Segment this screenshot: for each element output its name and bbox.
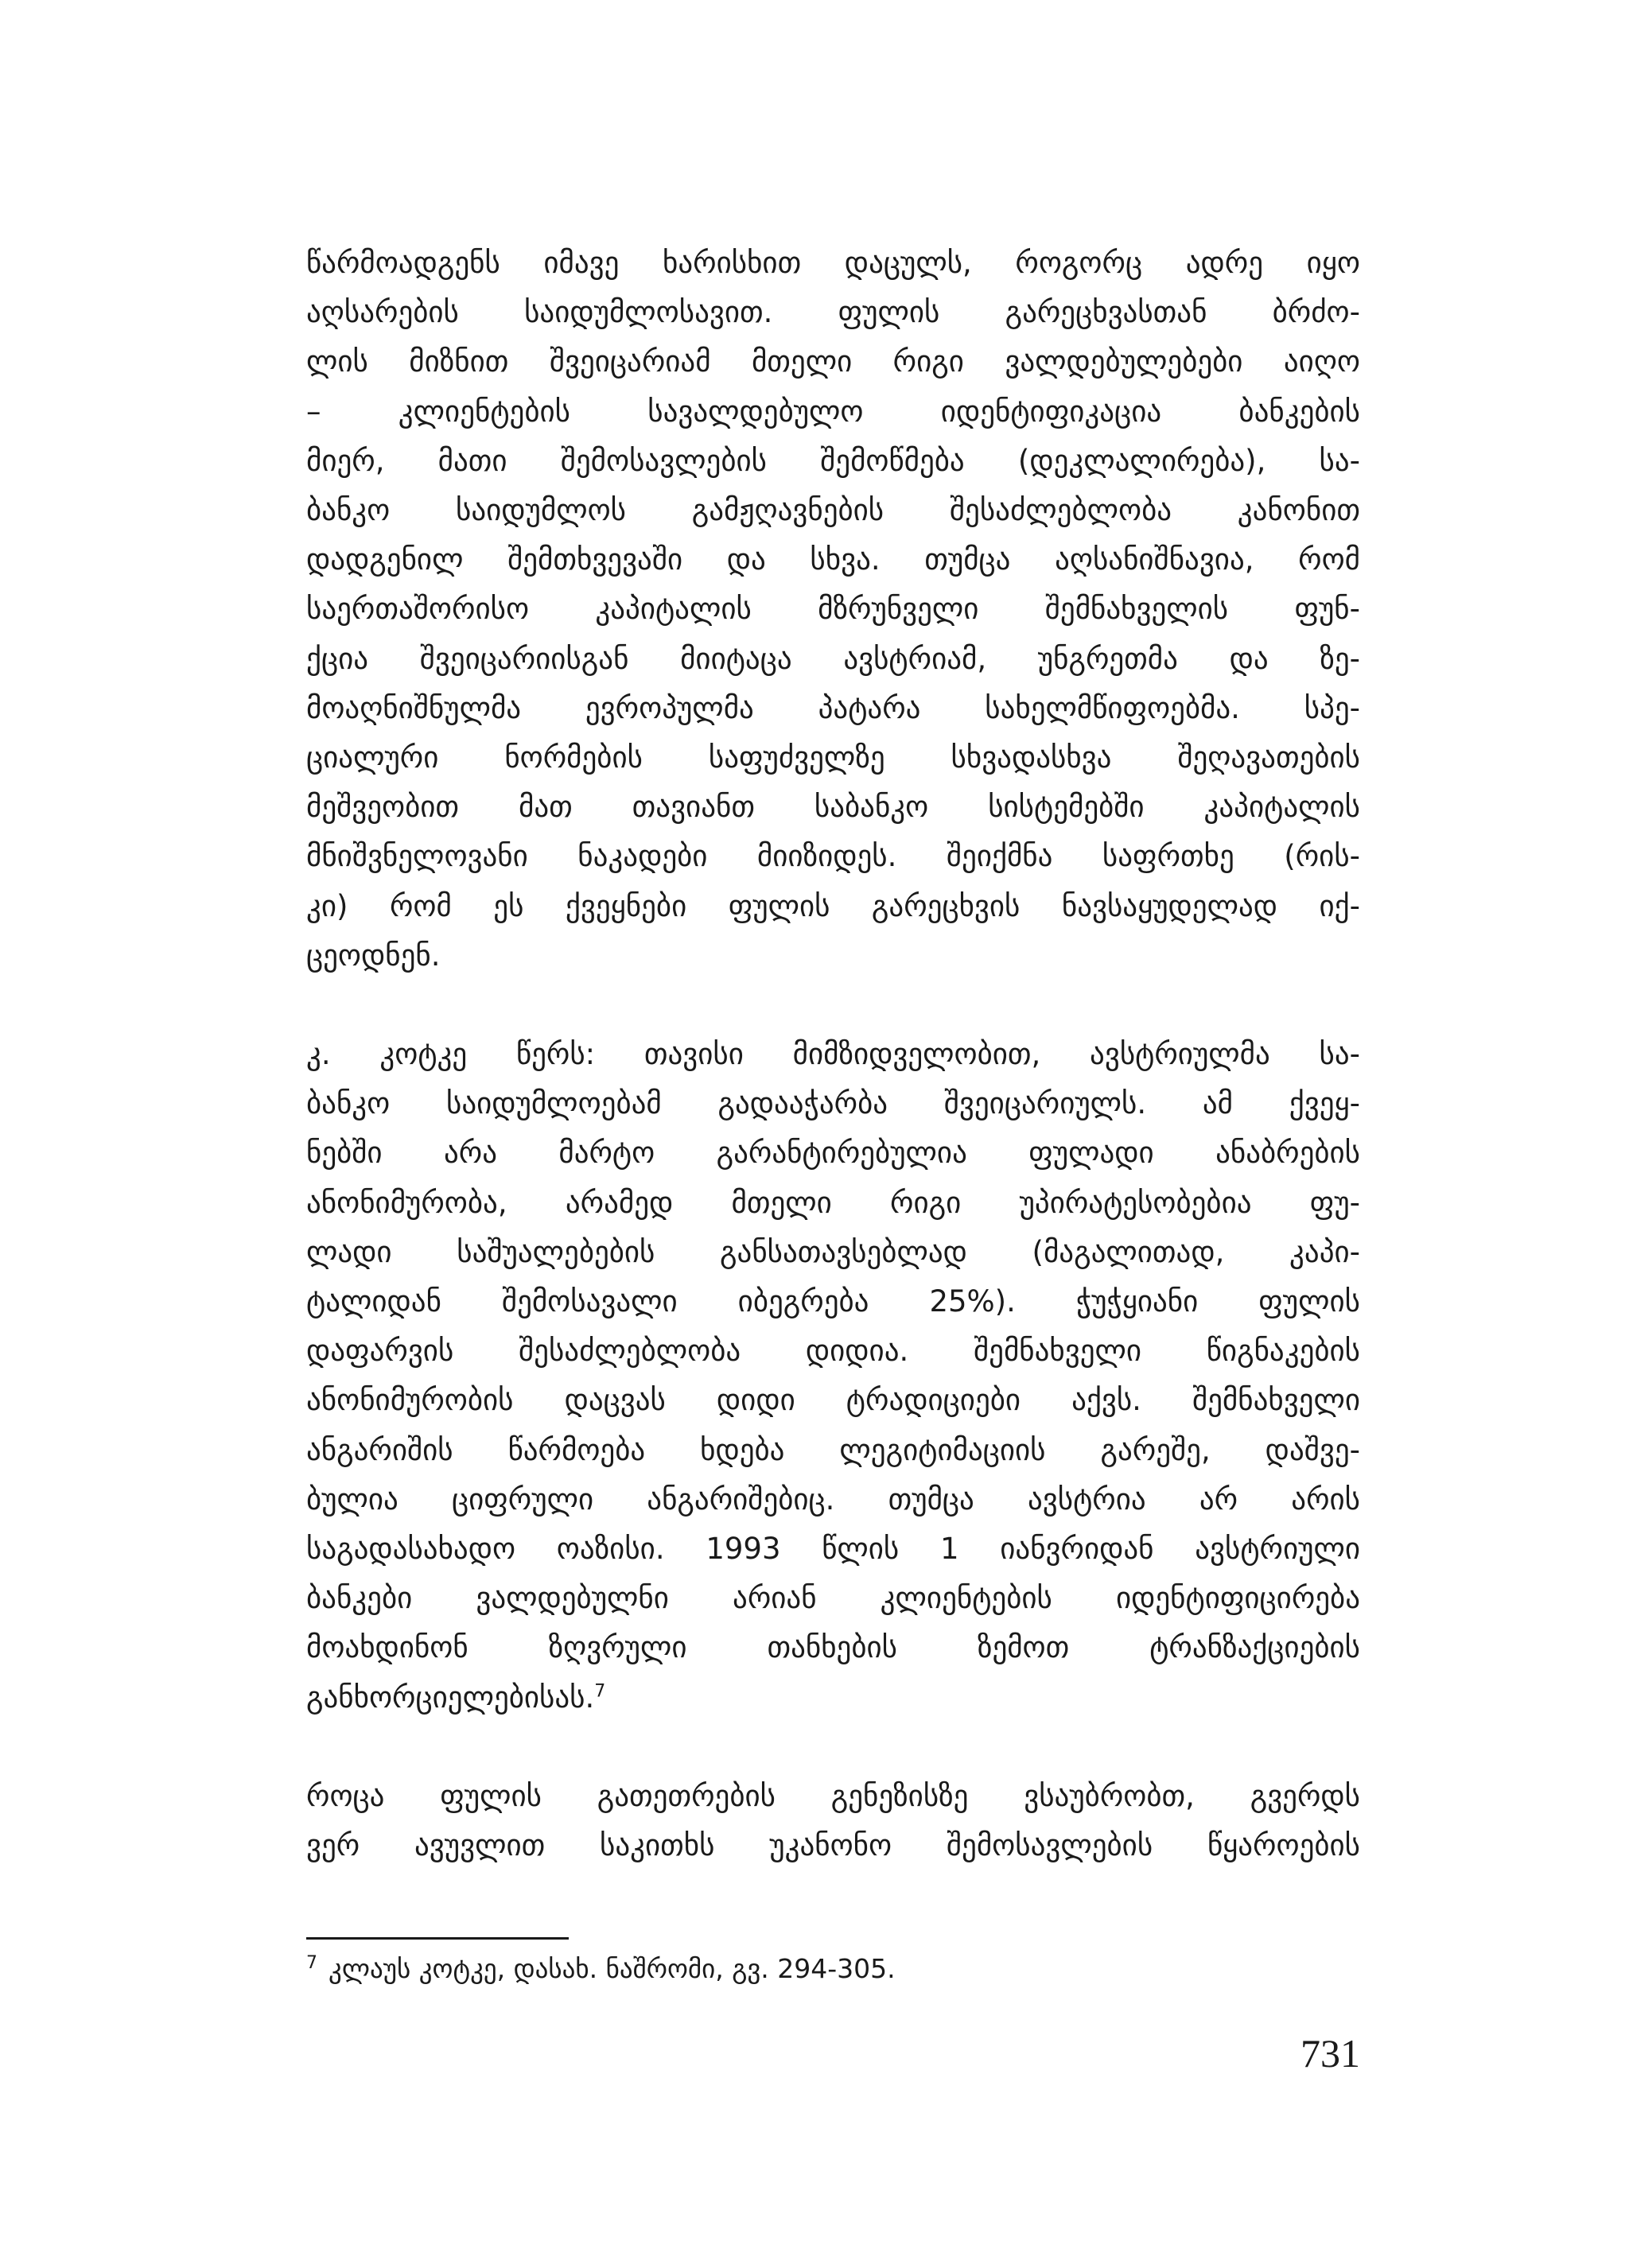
text-line: მეშვეობით მათ თავიანთ საბანკო სისტემებში კაპიტალის bbox=[306, 790, 1360, 825]
footnote-number: 7 bbox=[306, 1953, 317, 1973]
text-line: ანონიმურობა, არამედ მთელი რიგი უპირატესობებია ფუ- bbox=[306, 1185, 1360, 1220]
text-line: კ. კოტკე წერს: თავისი მიმზიდველობით, ავსტრიულმა სა- bbox=[306, 1037, 1360, 1072]
text-line: ციალური ნორმების საფუძველზე სხვადასხვა შეღავათების bbox=[306, 740, 1360, 775]
text-line: საერთაშორისო კაპიტალის მზრუნველი შემნახველის ფუნ- bbox=[306, 592, 1360, 627]
text-line: მოახდინონ ზღვრული თანხების ზემოთ ტრანზაქციების bbox=[306, 1630, 1360, 1665]
page-number: 731 bbox=[1300, 2031, 1360, 2076]
text-line: ანგარიშის წარმოება ხდება ლეგიტიმაციის გარეშე, დაშვე- bbox=[306, 1432, 1360, 1467]
text-line: მოაღნიშნულმა ევროპულმა პატარა სახელმწიფოებმა. სპე- bbox=[306, 690, 1360, 725]
paragraph-2 bbox=[306, 1030, 1360, 1722]
text-line: ტალიდან შემოსავალი იბეგრება 25%). ჭუჭყიანი ფულის bbox=[306, 1284, 1360, 1319]
footnote-reference[interactable]: 7 bbox=[594, 1681, 606, 1702]
footnote-text: კლაუს კოტკე, დასახ. ნაშრომი, გვ. 294-305. bbox=[329, 1953, 896, 1984]
text-line: ანონიმურობის დაცვას დიდი ტრადიციები აქვს. შემნახველი bbox=[306, 1383, 1360, 1418]
text-line: ბანკები ვალდებულნი არიან კლიენტების იდენტიფიცირება bbox=[306, 1581, 1360, 1616]
text-line: ბანკო საიდუმლოს გამჟღავნების შესაძლებლობა კანონით bbox=[306, 493, 1360, 528]
footnote-divider bbox=[306, 1937, 569, 1940]
text-line: ნებში არა მარტო გარანტირებულია ფულადი ანაბრების bbox=[306, 1136, 1360, 1171]
text-line: აღსარების საიდუმლოსავით. ფულის გარეცხვასთან ბრძო- bbox=[306, 295, 1360, 330]
text-line-with-footnote bbox=[306, 1673, 1360, 1722]
text-line: საგადასახადო ოაზისი. 1993 წლის 1 იანვრიდან ავსტრიული bbox=[306, 1532, 1360, 1567]
paragraph-1 bbox=[306, 239, 1360, 981]
text-line: განხორციელებისას. bbox=[306, 1680, 595, 1715]
body-text bbox=[306, 239, 1360, 1870]
text-line: ბულია ციფრული ანგარიშებიც. თუმცა ავსტრია არ არის bbox=[306, 1482, 1360, 1517]
text-line: დაფარვის შესაძლებლობა დიდია. შემნახველი წიგნაკების bbox=[306, 1334, 1360, 1369]
paragraph-3 bbox=[306, 1772, 1360, 1870]
text-line: ვერ ავუვლით საკითხს უკანონო შემოსავლების წყაროების bbox=[306, 1828, 1360, 1863]
text-line: – კლიენტების სავალდებულო იდენტიფიკაცია ბანკების bbox=[306, 394, 1360, 429]
text-line: ქცია შვეიცარიისგან მიიტაცა ავსტრიამ, უნგრეთმა და ზე- bbox=[306, 641, 1360, 676]
text-line: როცა ფულის გათეთრების გენეზისზე ვსაუბრობთ, გვერდს bbox=[306, 1778, 1360, 1813]
text-line: ლის მიზნით შვეიცარიამ მთელი რიგი ვალდებულებები აიღო bbox=[306, 344, 1360, 379]
text-line: კი) რომ ეს ქვეყნები ფულის გარეცხვის ნავსაყუდელად იქ- bbox=[306, 888, 1360, 923]
text-line: დადგენილ შემთხვევაში და სხვა. თუმცა აღსანიშნავია, რომ bbox=[306, 542, 1360, 577]
text-line: ლადი საშუალებების განსათავსებლად (მაგალითად, კაპი- bbox=[306, 1234, 1360, 1269]
footnote bbox=[306, 1950, 1360, 1988]
text-line: მნიშვნელოვანი ნაკადები მიიზიდეს. შეიქმნა საფრთხე (რის- bbox=[306, 839, 1360, 874]
text-line: ცეოდნენ. bbox=[306, 938, 441, 973]
text-line: ბანკო საიდუმლოებამ გადააჭარბა შვეიცარიულს. ამ ქვეყ- bbox=[306, 1086, 1360, 1121]
text-line: მიერ, მათი შემოსავლების შემოწმება (დეკლალირება), სა- bbox=[306, 443, 1360, 478]
text-line: წარმოადგენს იმავე ხარისხით დაცულს, როგორც ადრე იყო bbox=[306, 246, 1360, 280]
